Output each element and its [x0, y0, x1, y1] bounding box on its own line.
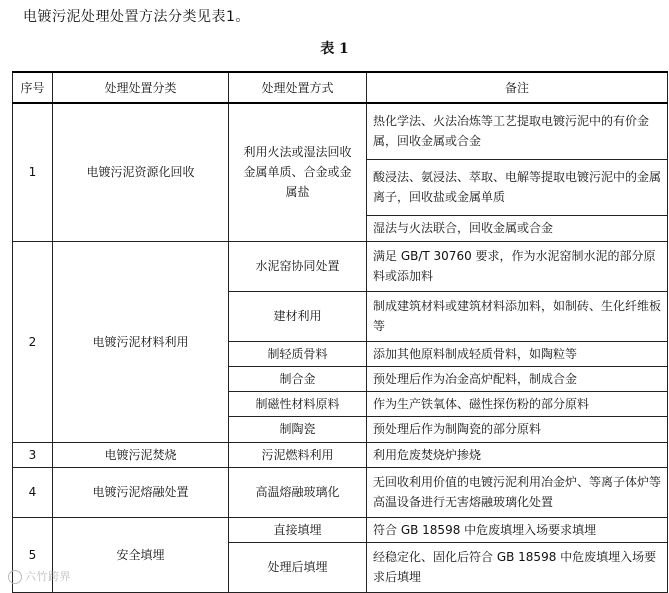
table-row	[13, 467, 668, 517]
table-header-row	[13, 72, 668, 103]
row-note: 湿法与火法联合，回收金属或合金	[367, 215, 668, 241]
row-method: 制陶瓷	[229, 416, 367, 442]
header-category: 处理处置分类	[53, 72, 229, 103]
row-method: 制合金	[229, 366, 367, 391]
row-note: 无回收利用价值的电镀污泥利用冶金炉、等离子体炉等高温设备进行无害熔融玻璃化处置	[367, 467, 668, 517]
table-row	[13, 241, 668, 291]
row-method: 建材利用	[229, 291, 367, 341]
row-category: 电镀污泥资源化回收	[53, 103, 229, 241]
row-note: 作为生产铁氧体、磁性探伤粉的部分原料	[367, 391, 668, 416]
row-method: 污泥燃料利用	[229, 442, 367, 467]
header-notes: 备注	[367, 72, 668, 103]
row-note: 预处理后作为制陶瓷的部分原料	[367, 416, 668, 442]
table-row	[13, 517, 668, 542]
row-note: 酸浸法、氨浸法、萃取、电解等提取电镀污泥中的金属离子，回收盐或金属单质	[367, 159, 668, 215]
header-no: 序号	[13, 72, 53, 103]
row-category: 电镀污泥材料利用	[53, 241, 229, 442]
row-no: 1	[13, 103, 53, 241]
row-category: 安全填埋	[53, 517, 229, 592]
table-caption: 表 1	[320, 41, 349, 57]
table-row	[13, 103, 668, 159]
row-no: 3	[13, 442, 53, 467]
row-note: 预处理后作为冶金高炉配料，制成合金	[367, 366, 668, 391]
intro-text: 电镀污泥处理处置方法分类见表1。	[23, 9, 250, 25]
row-note: 制成建筑材料或建筑材料添加料，如制砖、生化纤维板等	[367, 291, 668, 341]
row-method: 水泥窑协同处置	[229, 241, 367, 291]
row-method: 直接填埋	[229, 517, 367, 542]
row-method: 处理后填埋	[229, 542, 367, 592]
watermark-text: 六竹跨界	[25, 570, 71, 583]
watermark-logo	[8, 568, 71, 584]
row-method: 利用火法或湿法回收金属单质、合金或金属盐	[229, 103, 367, 241]
table-row	[13, 442, 668, 467]
row-note: 满足 GB/T 30760 要求，作为水泥窑制水泥的部分原料或添加料	[367, 241, 668, 291]
row-note: 符合 GB 18598 中危废填埋入场要求填埋	[367, 517, 668, 542]
row-note: 添加其他原料制成轻质骨料，如陶粒等	[367, 341, 668, 366]
row-category: 电镀污泥熔融处置	[53, 467, 229, 517]
watermark-ring-icon	[8, 570, 22, 584]
row-method: 制磁性材料原料	[229, 391, 367, 416]
row-no: 4	[13, 467, 53, 517]
header-method: 处理处置方式	[229, 72, 367, 103]
row-no: 2	[13, 241, 53, 442]
row-method: 高温熔融玻璃化	[229, 467, 367, 517]
row-category: 电镀污泥焚烧	[53, 442, 229, 467]
row-no: 5	[13, 517, 53, 592]
row-note: 利用危废焚烧炉掺烧	[367, 442, 668, 467]
classification-table	[12, 71, 668, 593]
row-note: 经稳定化、固化后符合 GB 18598 中危废填埋入场要求后填埋	[367, 542, 668, 592]
row-note: 热化学法、火法冶炼等工艺提取电镀污泥中的有价金属，回收金属或合金	[367, 103, 668, 159]
row-method: 制轻质骨料	[229, 341, 367, 366]
